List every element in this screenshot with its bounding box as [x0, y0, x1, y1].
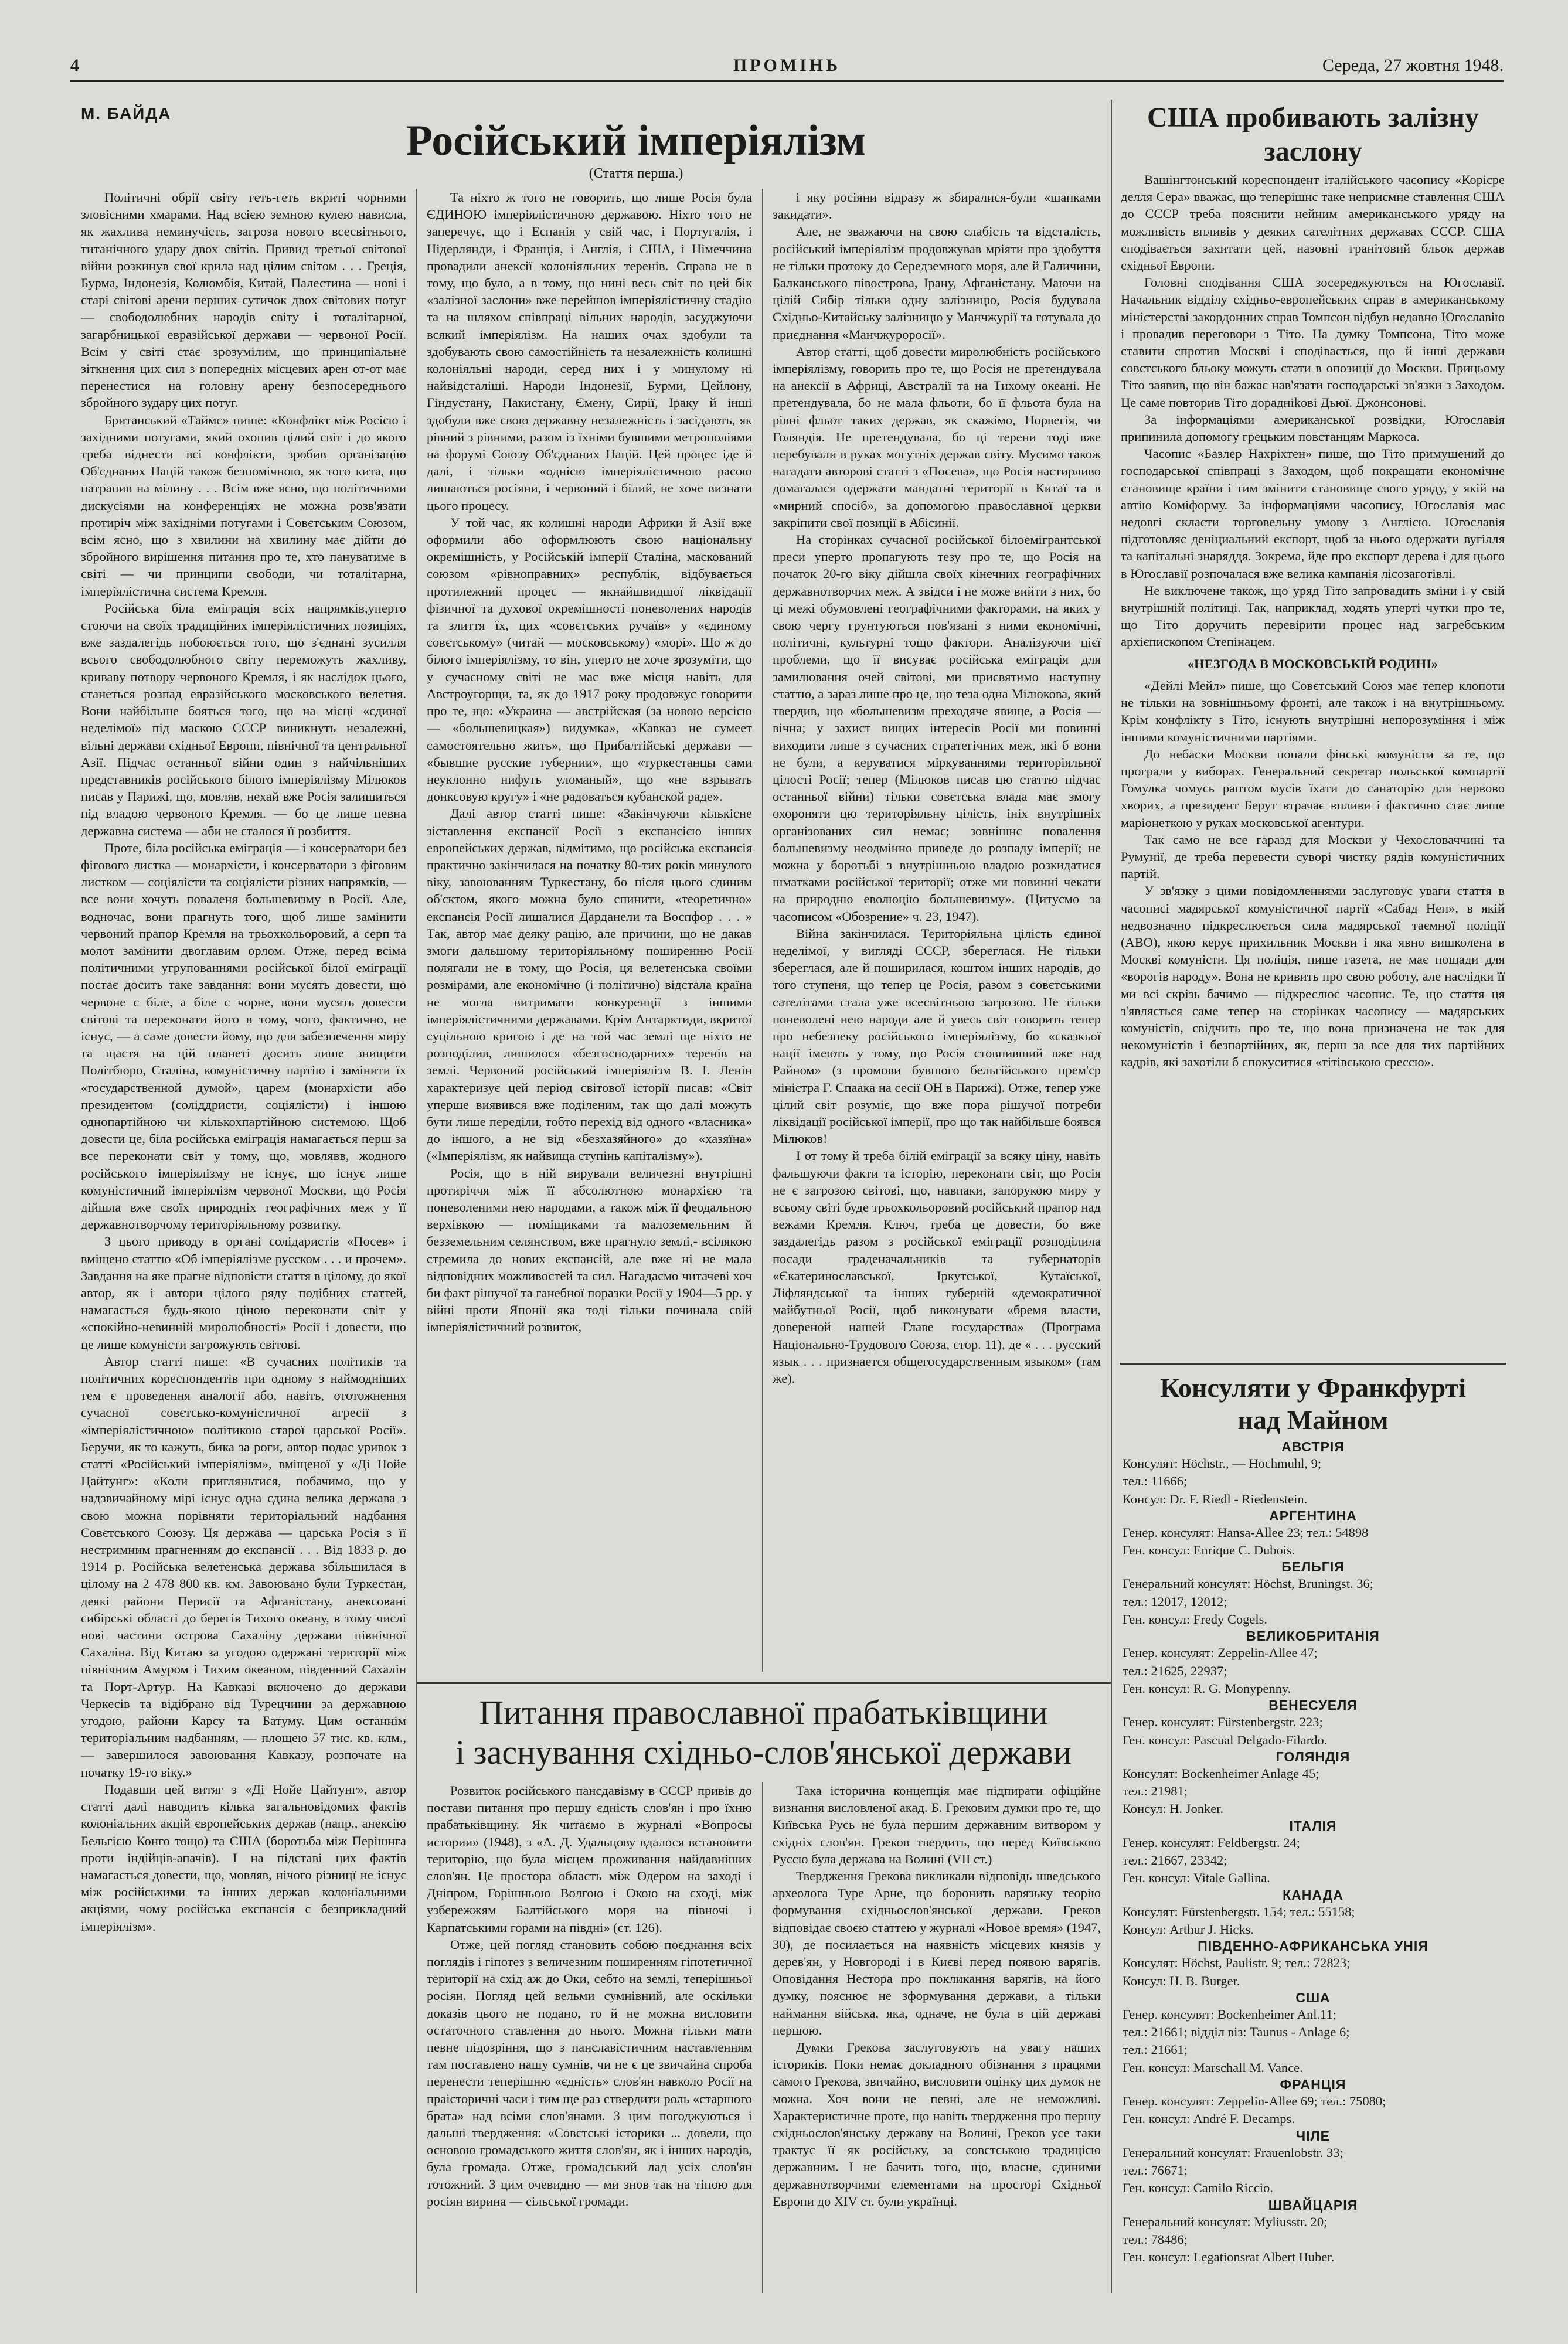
page-header: [70, 56, 1504, 82]
consulate-detail: Консул: Arthur J. Hicks.: [1123, 1921, 1254, 1937]
sidebar-article-body: [1121, 171, 1505, 1355]
consulate-detail: Генеральний консулят: Myliusstr. 20;: [1123, 2214, 1328, 2229]
consulate-detail: тел.: 21667, 23342;: [1123, 1853, 1227, 1868]
page-number: 4: [70, 56, 79, 75]
article-column-1: [81, 189, 406, 2293]
column-divider: [416, 189, 417, 2293]
paragraph: Та ніхто ж того не говорить, що лише Росія була ЄДИНОЮ імперіялістичною державою. Ніхто того не заперечує, що і Еспанія у свій час, і Португалія, і Нідерлянди, і Франція, і Англія, і США, і Німеччина провадили анексії колоніяльних теренів. Справа не в тому, що було, а в тому, що нині весь світ по цей бік «залізної заслони» вже перейшов імперіялістичну стадію та на шляхом співпраці вільних народів, засуджуючи всякий імперіялізм. На наших очах здобули та здобувають свою самостійність та незалежність колишні колоніяльні народи, серед них і у минулому ні найвідсталіші. Народи Індонезії, Бурми, Цейлону, Гіндустану, Пакистану, Ємену, Сирії, Іраку й інші здобули вже свою державну незалежність і засідають, як рівний з рівними, разом із їхніми бувшими метрополіями на форумі Союзу Об'єднаних Націй. Цей процес іде й далі, і тільки «однією імперіялістичною расою лишаються росіяни, і червоний і білий, не хоче визнати цього процесу.: [427, 190, 752, 513]
consulate-country: ШВАЙЦАРІЯ: [1268, 2197, 1358, 2213]
paragraph: У той час, як колишні народи Африки й Азії вже оформили або оформлюють свою національну окремішність, у Російській імперії Сталіна, маскований союзом «рівноправних» республік, відбувається протилежний процес — якнайшвидшої ліквідації фізичної та духової окремішності поневолених народів та злиття їх, цих «совєтських ручаїв» у «єдиному совєтському» (читай — московському) «морі». Що ж до білого імперіялізму, то він, уперто не хоче зрозуміти, що у сучасному світі не має вже місця навіть для Австроугорщи, та, як до 1917 року продовжує говорити про те, що: «Украина — австрійская (за новою версією — «большевицкая») видумка», «Кавказ не сумеет самостоятельно жить», що Прибалтійські держави — «бывшие русские губернии», що «туркестанцы сами неуклонно нифуть уломаный», що «не взрывать донксовую кругу» і «не радоваться кубанской раде».: [427, 515, 752, 804]
paragraph: Не виключене також, що уряд Тіто запровадить зміни і у свій внутрішній політиці. Так, наприклад, ходять уперті чутки про те, що Тіто доручить перевірити процес над загребським архієпископом Степінацем.: [1121, 583, 1505, 649]
consulate-detail: Генер. консулят: Feldbergstr. 24;: [1123, 1835, 1300, 1850]
paragraph: У зв'язку з цими повідомленнями заслуговує уваги стаття в часописі мадярської комуністичної партії «Сабад Неп», в якій недвозначно підкреслюється сила мадярської таємної поліції (АВО), якою керує прихильник Москви і яка явно вишколена в Москві комуністи. Ця поліція, пише газета, не має пощади для «ворогів народу». Вона не кривить про свою роботу, але наслідки її ми всі скрізь бачимо — підкреслює часопис. Те, що стаття ця з'являється саме тепер на сторінках часопису — мадярських комуністів, свідчить про те, що вона призначена не так для некомуністів і безпартійних, як, перш за все для тих партійних кадрів, які захотіли б спокуситися «тітівською єрессю».: [1121, 883, 1505, 1070]
consulate-detail: Генер. консулят: Zeppelin-Allee 69; тел.: 75080;: [1123, 2094, 1386, 2109]
paragraph: і яку росіяни відразу ж збиралися-були «шапками закидати».: [773, 190, 1101, 222]
section-divider: [417, 1682, 1111, 1684]
paragraph: До небаски Москви попали фінські комуністи за те, що програли у виборах. Генеральний секретар польської компартії Гомулка чомусь раптом мусів їхати до санаторію для нервово хворих, а президент Берут втрачає впливи і фактично стає лише маріонеткою у руках московської агентури.: [1121, 746, 1505, 830]
article-column-3: [773, 189, 1101, 1672]
paragraph: З цього приводу в органі солідаристів «Посев» і вміщено статтю «Об імперіялізме русском . . . и прочем». Завдання на яке прагне відповісти стаття в цілому, до якої автор, як і автори цілого ряду подібних статтей, намагається будь-якою ціною переконати світ у «спокійно-невинній миролюбності» Росії і довести, що це лише комуністи загрожують світові.: [81, 1234, 406, 1352]
consulate-country: ГОЛЯНДІЯ: [1276, 1748, 1351, 1764]
article3-title: [428, 1693, 1099, 1773]
consulate-country: ВЕНЕСУЕЛЯ: [1268, 1697, 1358, 1713]
paragraph: Проте, біла російська еміграція — і консерватори без фігового листка — монархісти, і консерватори з фіговим листком — соціялісти та соціялісти різних напрямків, — все вони хочуть поваленя большевизму в Росії. Але, водночас, вони прагнуть того, щоб лише замінити червоний прапор Кремля на трьохкольоровий, а серп та молот замінити двоглавим орлом. Отже, перед всіма політичними угрупованнями російської білої еміграції постає досить таке завдання: вони мусять довести, що червоне є біле, а біле є чорне, вони мусять довести світові та переконати його в тому, чого, фактично, не існує, — а саме довести йому, що для забезпечення миру та щастя на цій планеті досить лише знищити Політбюро, Сталіна, комуністичну партію і замінити їх «государственной думой», царем (монархісти або президентом (соліддристи, соціялісти) і іншою однопартійною чи кількохпартійною системою. Щоб довести це, біла російська еміграція намагається перш за все переконати світ у тому, що, мовлявв, жодного російського імперіялізму не існує, що існує лише комуністичний імперіялізм червоної Москви, що Росія дійшла вже своїх природніх географічних меж у її державнотворчому територіяльному розвитку.: [81, 840, 406, 1232]
column-divider: [762, 1782, 763, 2293]
masthead: ПРОМІНЬ: [733, 56, 841, 75]
consulate-detail: Консулят: Bockenheimer Anlage 45;: [1123, 1765, 1319, 1781]
paragraph: Отже, цей погляд становить собою поєднання всіх поглядів і гіпотез з величезним поширенням гіпотетичної території на схід аж до Оки, себто на землі, теперішньої росіян. Погляд цей вельми сумнівний, але оскільки доказів цього не подано, то й не можна висловити остаточного ставлення до нього. Можна тільки мати певне підозріння, що з панславістичним наставленням там поставлено нашу сумнів, чи не є це звичайна спроба перенести теперішню «єдність» слов'ян навколо Росії на праісторичні часи і тим ще раз ствердити роль «старшого брата» над всіми слов'янами. З цим погоджуються і дальші твердження: «Совєтські історики ... довели, що основою громадського життя слов'ян, як і інших народів, була громада. Отже, громадський лад усіх слов'ян тотожний. З цим очевидно — ми знов так на тіпою для росіян вирина — сільської громади.: [427, 1937, 752, 2209]
paragraph: Вашінгтонський кореспондент італійського часопису «Корієре делля Сера» вважає, що теперішнє таке неприємне ставлення США до СССР треба пояснити нейним американського уряду на можливість впливів у деяких сателітних державах СССР. США сподівається захитати цей, назовні гранітовий бльок держав східньої Европи.: [1121, 172, 1505, 273]
consulate-country: АВСТРІЯ: [1281, 1439, 1345, 1454]
consulate-detail: Генер. консулят: Zeppelin-Allee 47;: [1123, 1645, 1318, 1661]
paragraph: Розвиток російського пансдавізму в СССР привів до постави питання про першу єдність слов'ян і про їхню прабатьківщину. Як читаємо в журналі «Вопросы истории» (1948), з «А. Д. Удальцову вдалося встановити територію, що була місцем проживання найдавніших слов'ян. Це простора область між Одером на заході і Дніпром, Горішньою Волгою і Окою на сході, між узбережжям Балтійського моря на півночі і Карпатськими горами на півдні» (ст. 126).: [427, 1783, 752, 1935]
consulate-detail: Генеральний консулят: Höchst, Bruningst. 36;: [1123, 1576, 1374, 1591]
consulate-detail: Генер. консулят: Bockenheimer Anl.11;: [1123, 2006, 1336, 2022]
article3-title-line-1: Питання православної прабатьківщини: [479, 1693, 1048, 1731]
consulate-country: КАНАДА: [1283, 1887, 1343, 1903]
section-divider: [1120, 1363, 1506, 1365]
consulate-detail: Консулят: Höchst, Paulistr. 9; тел.: 72823;: [1123, 1955, 1351, 1971]
paragraph: Британський «Таймс» пише: «Конфлікт між Росією і західними потугами, який охопив цілий світ і до якого треба віднести всі конфлікти, зробив організацію Об'єднаних Націй також безпомічною, як того кита, що патрапив на мілину . . . Всім вже ясно, що політичними дискусіями на конференціях не можна розв'язати протиріч між західніми потугами і Совєтським Союзом, всім ясно, що з хвилини на хвилину має дійти до збройного вирішення питання про те, хто пануватиме в світі — чи принципи свободи, чи тоталітарна, імперіялістична система Кремля.: [81, 412, 406, 598]
consulate-detail: тел.: 21981;: [1123, 1784, 1188, 1799]
consulate-country: ФРАНЦІЯ: [1280, 2077, 1346, 2093]
consulate-detail: Ген. консул: Pascual Delgado-Filardo.: [1123, 1732, 1328, 1747]
column-divider: [762, 189, 763, 1672]
consulate-detail: тел.: 21661; відділ віз: Taunus - Anlage 6;: [1123, 2025, 1350, 2040]
paragraph: Часопис «Базлер Нахріхтен» пише, що Тіто примушений до господарської співпраці з Заходом, щоб покращати економічне становище країни і тим змінити становище свого уряду, у якій на автію Коміформу. За інформаціями часопису, Югославія має недовгі скласти торговельну умову з Англією. Югославія підготовляє деніциальний експорт, щоб за нього одержати вугілля та капітальні знаряддя. Зокрема, йде про експорт дерева і для цього в Югославії розпочалася вже велика кампанія лісозаготівлі.: [1121, 446, 1505, 581]
consulate-country: ІТАЛІЯ: [1289, 1818, 1337, 1833]
consulate-detail: тел.: 12017, 12012;: [1123, 1594, 1227, 1609]
paragraph: Автор статті пише: «В сучасних політиків та політичних кореспондентів при одному з наймодніших тем є проведення аналогії або, навіть, ототожнення сучасної совєтсько-комуністичної агресії з «імперіялістичною» політикою старої царської Росії». Беручи, як то кажуть, бика за роги, автор подає уривок з статті «Російський імперіялізм», вміщеної у «Ді Нойе Цайтунг»: «Коли пригляньтися, побачимо, що у надзвичайному мірі існує одна єдина велика держава з свою можна порівняти територіальний надбання Совєтського Союзу. Ця держава — царська Росія з її нестримним прагненням до експансії . . . Від 1833 р. до 1914 р. Російська велетенська держава збільшилася в цілому на 2 478 800 кв. км. Завоювано були Туркестан, деякі райони Перисії та Афганістану, анексовані сибірські області до берегів Тихого океану, в тому числі нові частини острова Сахаліну держави північної Сахаліна. Від Китаю за угодою одержані території між північним Амуром і Тихим океаном, південний Сахалін та Порт-Артур. На Кавказі включено до держави Черкесів та відібрано від Турецчини за державною угодою, райони Карсу та Батуму. Цим останнім територіальним надбанням, — площею 57 тис. кв. клм., — завершилося завоювання Кавказу, розпочате на початку 19-го віку.»: [81, 1353, 406, 1780]
article3-column-1: [427, 1782, 752, 2293]
consulate-detail: тел.: 78486;: [1123, 2231, 1188, 2247]
consulate-country: ВЕЛИКОБРИТАНІЯ: [1246, 1628, 1380, 1644]
consulate-detail: Ген. консул: Enrique C. Dubois.: [1123, 1543, 1295, 1558]
issue-date: Середа, 27 жовтня 1948.: [1322, 56, 1504, 75]
paragraph: І от тому й треба білій еміграції за всяку ціну, навіть фальшуючи факти та історію, переконати світ, що Росія не є загрозою світові, що, навпаки, запорукою миру у всьому світі буде трьохкольоровий російський прапор над вежами Кремля. Ключ, треба це довести, бо вже заздалегідь разом з російської еміграції розподілила посади граденачальників та губернаторів «Єкатеринославської, Іркутської, Кутаїської, Ліфляндської та інших губерній «демократичної майбутньої Росії, щоб виконувати «бремя власти, довереной нашей Главе государства» (Програма Національно-Трудового Союза, стор. 11), де « . . . русский язык . . . признается общегосударственным языком» (там же).: [773, 1148, 1101, 1386]
paragraph: Головні сподівання США зосереджуються на Югославії. Начальник відділу східньо-европейських справ в американському міністерстві закордонних справ Томпсон відбув недавно Югославію і провадив переговори з Тіто. На думку Томпсона, Тіто може ставити спротив Москві і сподівається, що й інші держави совєтського бльоку можуть стати в опозиції до Москви. Прицьому Тіто заявив, що він бажає нав'язати господарські зв'язки з Заходом. Це саме повторив Тіто дораднikові Дьюї. Джонсонові.: [1121, 275, 1505, 410]
consulates-title: [1120, 1372, 1506, 1436]
paragraph: «Дейлі Мейл» пише, що Совєтський Союз має тепер клопоти не тільки на зовнішньому фронті, але також і на внутрішньому. Крім конфлікту з Тіто, існують внутрішні непорозуміння і між іншими комуністичними партіями.: [1121, 678, 1505, 744]
consulate-detail: Консулят: Höchstr., — Hochmuhl, 9;: [1123, 1456, 1322, 1471]
consulate-detail: Ген. консул: André F. Decamps.: [1123, 2111, 1295, 2127]
consulate-country: АРГЕНТИНА: [1269, 1508, 1357, 1523]
consulate-detail: тел.: 21661;: [1123, 2042, 1188, 2057]
article-author: М. БАЙДА: [81, 104, 172, 123]
paragraph: Така історична концепція має підпирати офіційне визнання висловленої акад. Б. Грековим думки про те, що Київська Русь не була першим державним витвором у східніх слов'ян. Греков твердить, що перед Київською Руссю була держава на Волині (VII ст.): [773, 1783, 1101, 1866]
paragraph: Політичні обрії світу геть-геть вкриті чорними зловісними хмарами. Над всією земною кулею нависла, як жахлива неминучість, загроза нового всесвітнього, титанічного удару двох світів. Привид третьої світової війни розкинув свої крила над цілим світом . . . Греція, Бурма, Індонезія, Колюмбія, Китай, Палестина — нові і старі світові арени перших сутичок двох світових потуг — свободолюбних народів світу і тоталітарної, загарбницької евразійської держави — червоної Росії. Всім у світі стає зрозумілим, що принципіальне зіткнення цих сил з попередніх місцевих арен от-от має перенестися на головну арену безпосереднього збройного зудару цих потуг.: [81, 190, 406, 410]
consulate-detail: Ген. консул: Camilo Riccio.: [1123, 2180, 1273, 2196]
sidebar-title-line-2: заслону: [1264, 136, 1362, 167]
consulate-country: ПІВДЕННО-АФРИКАНСЬКА УНІЯ: [1198, 1938, 1428, 1954]
consulate-detail: Ген. консул: Marschall M. Vance.: [1123, 2060, 1303, 2075]
paragraph: Але, не зважаючи на свою слабість та відсталість, російський імперіялізм продовжував мріяти про здобуття не тільки протоку до Середземного моря, але й Галичини, Балканського півострова, Ірану, Афганістану. Маючи на цілій Сибір тільки одну залізницю, Росія будувала Східньо-Китайську залізницю у Манчжурії та готувала до приєднання «Манчжуроросії».: [773, 224, 1101, 342]
consulate-country: США: [1295, 1989, 1331, 2005]
consulates-title-line-1: Консуляти у Франкфурті: [1159, 1373, 1466, 1403]
consulate-detail: Ген. консул: Fredy Cogels.: [1123, 1612, 1267, 1627]
paragraph: Російська біла еміграція всіх напрямків,упертo стоючи на своїх традиційних імперіялістичних позиціях, вже заздалегідь побоюється того, що з'єднані зусилля всього свободолюбного світу переможуть жахливу, кривавy потвору червоного Кремля, і як наслідок цього, станеться розпад евразійського московського велетня. Вони найбільше бояться того, що на місці «єдиної неделімої» під маскою СССР виникнуть незалежні, вільні держави східньої Европи, північної та центральної Азії. Підчас останньої війни один з найчільніших представників російського білого імперіялізму Мілюков писав у Парижі, що, мовляв, нехай вже Росія залишиться під владою червоного Кремля. — бо це лише певна державна система — аби не сталося її розбиття.: [81, 600, 406, 838]
consulate-country: БЕЛЬГІЯ: [1281, 1559, 1345, 1575]
paragraph: За інформаціями американської розвідки, Югославія припинила допомогу грецьким повстанцям Маркоса.: [1121, 411, 1505, 444]
article-column-2: [427, 189, 752, 1672]
article3-title-line-2: і заснування східньо-слов'янської держави: [455, 1733, 1072, 1771]
consulate-detail: Ген. консул: Vitale Gallina.: [1123, 1870, 1270, 1886]
consulate-detail: тел.: 76671;: [1123, 2162, 1188, 2178]
paragraph: Думки Грекова заслуговують на увагу наших істориків. Поки немає докладного обізнання з працями самого Грекова, звичайно, висловити оцінку цих думок не можна. Хоч вони не певні, але не неможливі. Характеристичне проте, що навіть твердження про першу східньослов'янську державу на Волині, Греков усе таки трактує її як російську, за совєтською традицією державним. І не бачить того, що, власне, єдиними державнотворчими елементами на просторі Східньої Европи до XIV ст. були українці.: [773, 2040, 1101, 2209]
paragraph: Далі автор статті пише: «Закінчуючи кількісне зіставлення експансії Росії з експансією інших европейських держав, відмітимо, що російська експансія практично закінчилася на початку 80-тих років минулого віку, завоюванням Туркестану, бо після цього єдиним об'єктом, якого можна було спинити, «теоретично» експансія Росії лишалися Дарданели та Воспфор . . . » Так, автор має деяку рацію, але причини, що не дакав змоги дальшому територіяльному поширенню Росії полягали не в тому, що Росія, ця велетенська своїми розмірами, але економічно (і політично) відстала країна не могла витримати конкуренції з іншими імперіялістичними державами. Крім Антарктиди, вкритої суцільною кригою і де на той час землі ще ніхто не розподілив, лишилося «безгосподарних» теренів на землі. Червоний російський імперіялізм В. І. Ленін характеризує цей період світової історії писав: «Світ уперше виявився вже поділеним, так що далі можуть бути лише переділи, тобто перехід від одного «власника» до іншого, а не від «безхазяйного» до «хазяїна» («Імперіялізм, як найвища ступінь капіталізму»).: [427, 806, 752, 1164]
consulate-detail: Ген. консул: Legationsrat Albert Huber.: [1123, 2250, 1335, 2265]
consulates-list: [1123, 1439, 1504, 2295]
article-subtitle: (Стаття перша.): [589, 166, 683, 181]
sidebar-article-title: [1120, 101, 1506, 169]
paragraph: Війна закінчилася. Територіяльна цілість єдиної неделімої, у вигляді СССР, збереглася. Не тільки збереглася, але й поширилася, коштом інших народів, до того ступеня, що тепер це Росія, разом з совєтськими сателітами стала уже всесвітньою загрозою. Не тільки поневолені нею народи але й увесь світ говорить тепер про небезпеку російського імперіялізму, бо «сказкьої нації імеють у тому, що Росія стовпивший вже над Райном» (з промови бувшого бельгійського прем'єр міністра Г. Спаака на сесії ОН в Парижі). Отже, тепер уже цілий світ розуміє, що вже пора рішучої потреби ліквідації російської імперії, про що так найбільше боявся Мілюков!: [773, 926, 1101, 1147]
consulate-country: ЧІЛЕ: [1295, 2128, 1331, 2144]
article-title: Російський імперіялізм: [406, 117, 866, 165]
consulate-detail: тел.: 21625, 22937;: [1123, 1663, 1227, 1678]
consulate-detail: Консул: H. Jonker.: [1123, 1801, 1224, 1816]
consulates-title-line-2: над Майном: [1237, 1405, 1389, 1435]
consulate-detail: Консулят: Fürstenbergstr. 154; тел.: 55158;: [1123, 1904, 1355, 1919]
paragraph: Так само не все гаразд для Москви у Чехословаччині та Румунії, де треба перевести суворі чистку рядів комуністичних партій.: [1121, 832, 1505, 882]
paragraph: Автор статті, щоб довести миролюбність російського імперіялізму, говорить про те, що Росія не претендувала на анексії в Африці, Австралії та на Тихому океані. Не претендувала, бо не мала фльоти, бо її фльота була на рівні фльот таких держав, як скажімо, Норвегія, чи Голяндія. Не претендувала, бо ці терени тоді вже перебували в руках могутніх держав світу. Мусимо також нагадати авторові статті з «Посева», що Росія настирливо домагалася одержати мандатні території в Китаї та в «мирний спосіб», за допомогою православної церкви закріпити свої позиції в Абісинії.: [773, 343, 1101, 530]
consulate-detail: Генер. консулят: Hansa-Allee 23; тел.: 54898: [1123, 1525, 1369, 1540]
paragraph: Твердження Грекова викликали відповідь шведського археолога Туре Арне, що боронить варязьку теорію формування східньослов'янської держави. Греков відповідає своєю статтею у журналі «Новое время» (1947, 30), де посилається на наявність місцевих князів у дерев'ян, у Новгороді і в Києві перед появою варягів. Оповідання Нестора про покликання варягів, на його думку, пояснює не зформування держави, а тільки наймання війська, яка, одначе, не була в цій державі першою.: [773, 1869, 1101, 2037]
consulate-detail: Генер. консулят: Fürstenbergstr. 223;: [1123, 1714, 1323, 1730]
consulate-detail: тел.: 11666;: [1123, 1474, 1188, 1489]
sidebar-title-line-1: США пробивають залізну: [1147, 102, 1479, 133]
paragraph: Росія, що в ній вирували величезні внутрішні протиріччя між її абсолютною монархією та поневоленими нею народами, а також між її феодальною верхівкою — поміщиками та малоземельним й безземельним селянством, вже прагнуло землі,- всілякою стремила до нових експансій, але вже ні не мала відповідних можливостей та сил. Нагадаємо читачеві хоч би факт рішучої та ганебної поразки Росії у 1904—5 рр. у війні проти Японії яка тоді тільки починала свій імперіялістичний розвиток,: [427, 1165, 752, 1335]
consulate-detail: Консул: Dr. F. Riedl - Riedenstein.: [1123, 1491, 1308, 1506]
paragraph: Подавши цей витяг з «Ді Нойе Цайтунг», автор статті далі наводить кілька загальновідомих фактів колоніальних акцій європейських держав (напр., анексію Бельгією Конго тощо) та США (боротьба між Перішнга проти індійців-апачів). І на підставі цих фактів намагається довести, що, мовляв, нічого різницї не існує між російськими та інших держав колоніальними акціями, чому російська експансія є безприкладний імперіялізм».: [81, 1781, 406, 1934]
subheading: «НЕЗГОДА В МОСКОВСЬКІЙ РОДИНІ»: [1187, 656, 1438, 671]
consulate-detail: Консул: H. B. Burger.: [1123, 1973, 1240, 1988]
consulate-detail: Генеральний консулят: Frauenlobstr. 33;: [1123, 2145, 1343, 2160]
paragraph: На сторінках сучасної російської білоемігрантської преси уперто пропагують тезу про те, що Росія на початок 20-го віку дійшла своїх кінечних географічних державнотворчих меж. А звідси і не може вийти з них, бо ці межі обумовлені географічними факторами, на яких у свою чергу грунтуються пов'язані з ними економічні, політичні, культурні тощо фактори. Аналізуючи цієї проблеми, що її висуває російська еміграція для замилювання очей світові, ми присвятимо наступну статтю, а зараз лише про це, що теза одна Мілюкова, який твердив, що «большевизм преходяче явище, а Росія — вічна; у захист вищих інтересів Росії ми повинні виходити лише з сучасних стратегічних меж, які б вони не були, а керуватися міркуваннями територіяльної цілості Росії; тепер (Мілюков писав цю статтю підчас останньої війни) тільки совєтська влада має змогу охороняти цю територіяльну цілість, ініх внутрішніх організованих сил немає; зовнішнє повалення большевизму неодмінно приведе до розпаду імперії; не можна у боротьбі з внутрішньою владою розкидатися шматками російської території; отже ми повинні чекати на природню еволюцію большевизму». (Цитуємо за часописом «Обозрение» ч. 23, 1947).: [773, 532, 1101, 924]
consulate-detail: Ген. консул: R. G. Monypenny.: [1123, 1680, 1291, 1696]
column-divider: [1111, 100, 1112, 2293]
article3-column-2: [773, 1782, 1101, 2293]
